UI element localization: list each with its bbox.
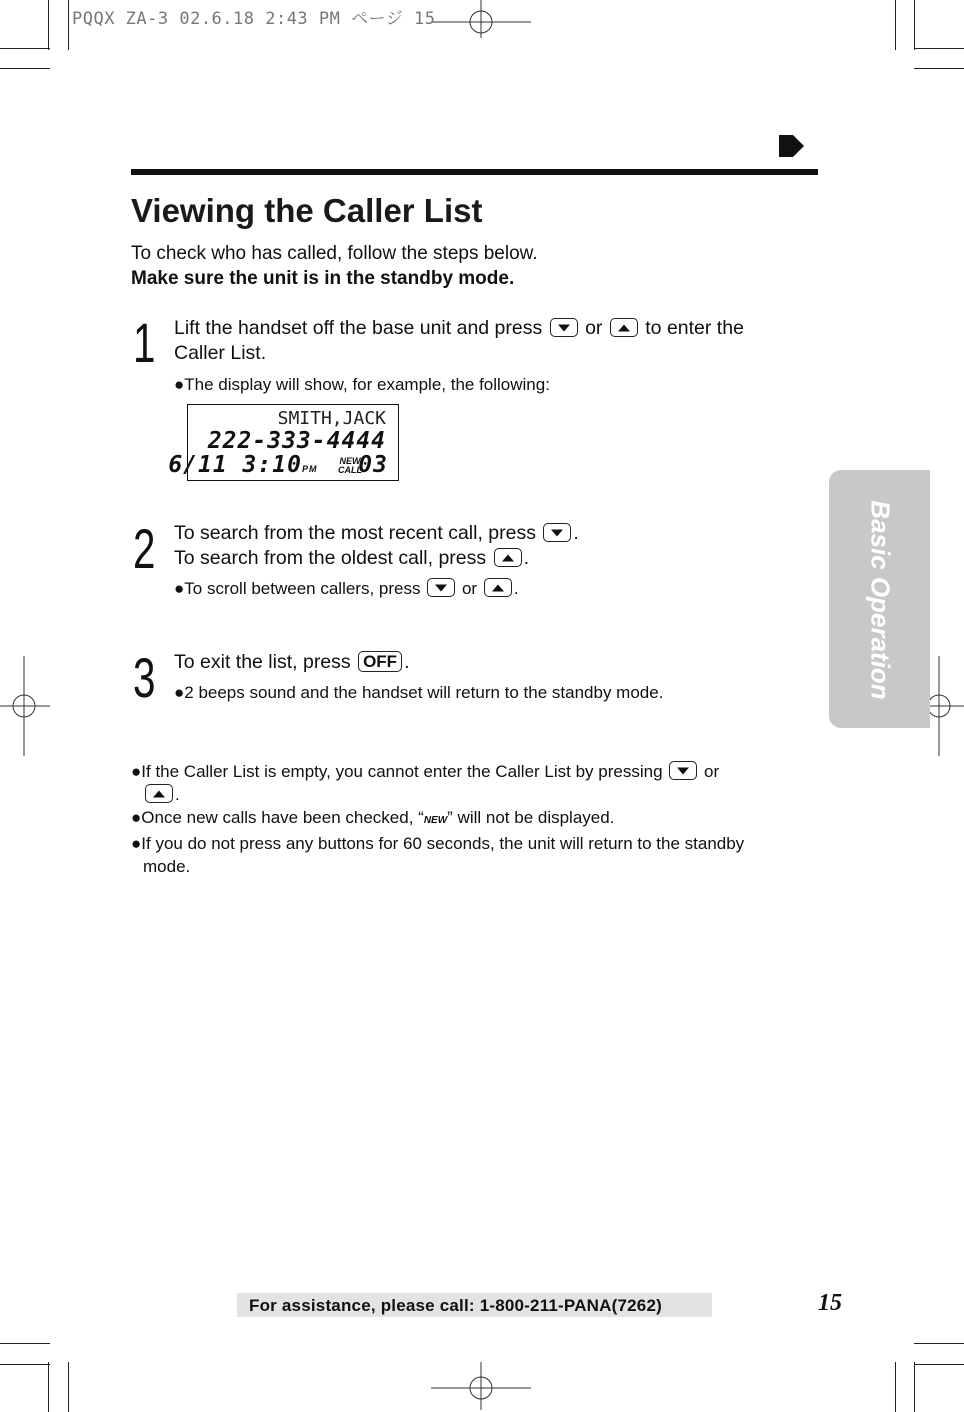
notes [131,760,821,878]
intro-line: To check who has called, follow the steps below. [131,243,538,264]
lcd-call: CALL [338,465,362,475]
step-3-bullet: ●2 beeps sound and the handset will return to the standby mode. [174,683,664,702]
note-empty-list-cont: . [131,783,821,806]
lcd-caller-name: SMITH,JACK [277,408,386,429]
step-text: Lift the handset off the base unit and press [174,317,543,339]
note-text: ●If the Caller List is empty, you cannot enter the Caller List by pressing [131,762,663,781]
step-1-text [174,316,744,366]
step-number: 1 [133,311,156,374]
step-text: To exit the list, press [174,651,351,673]
off-key: OFF [358,651,402,672]
lcd-display [168,404,399,481]
lcd-new-call-indicator [338,457,362,475]
note-text: ●Once new calls have been checked, “ [131,808,424,827]
up-arrow-key-icon [610,318,638,337]
page-number: 15 [818,1290,842,1316]
lcd-caller-number: 222-333-4444 [207,428,386,454]
step-text: To search from the most recent call, press [174,522,536,544]
intro [131,241,538,291]
step-number: 3 [133,646,156,709]
note-empty-list [131,760,821,783]
step-2-text: To search from the most recent call, press . To search from the oldest call, press . [174,522,579,569]
or-text: or [585,317,603,339]
down-arrow-key-icon [669,761,697,780]
note-new-indicator [131,806,821,832]
lcd-pm: PM [301,464,318,474]
title-rule [131,169,818,175]
or-text: or [461,579,478,598]
step-text: Caller List. [174,342,267,364]
arrow-right-icon [779,133,805,159]
lcd-datetime: 6/11 3:10 [168,452,302,478]
up-arrow-key-icon [494,548,522,567]
step-1-bullet: ●The display will show, for example, the following: [174,375,550,394]
page-title: Viewing the Caller List [131,192,483,229]
step-3-text: To exit the list, press OFF . [174,651,410,673]
lcd-new: NEW [339,456,361,466]
bullet-text: ●To scroll between callers, press [174,579,421,598]
section-tab-label: Basic Operation [865,500,896,700]
assistance-footer: For assistance, please call: 1-800-211-PANA(7262) [249,1296,662,1315]
down-arrow-key-icon [543,523,571,542]
new-indicator: NEW [423,815,448,826]
lcd-call-count: 03 [358,452,388,478]
up-arrow-key-icon [145,784,173,803]
step-number: 2 [133,517,156,580]
step-text: To search from the oldest call, press [174,547,487,569]
note-timeout: ●If you do not press any buttons for 60 seconds, the unit will return to the standby [131,834,745,853]
down-arrow-key-icon [550,318,578,337]
down-arrow-key-icon [427,578,455,597]
print-header: PQQX ZA-3 02.6.18 2:43 PM ページ 15 [72,9,436,29]
step-text: to enter the [645,317,744,339]
step-2-bullet: ●To scroll between callers, press or . [174,579,519,598]
note-timeout-cont: mode. [143,857,191,876]
or-text: or [704,762,720,781]
intro-standby-note: Make sure the unit is in the standby mode. [131,268,515,289]
note-text: ” will not be displayed. [447,808,615,827]
up-arrow-key-icon [484,578,512,597]
